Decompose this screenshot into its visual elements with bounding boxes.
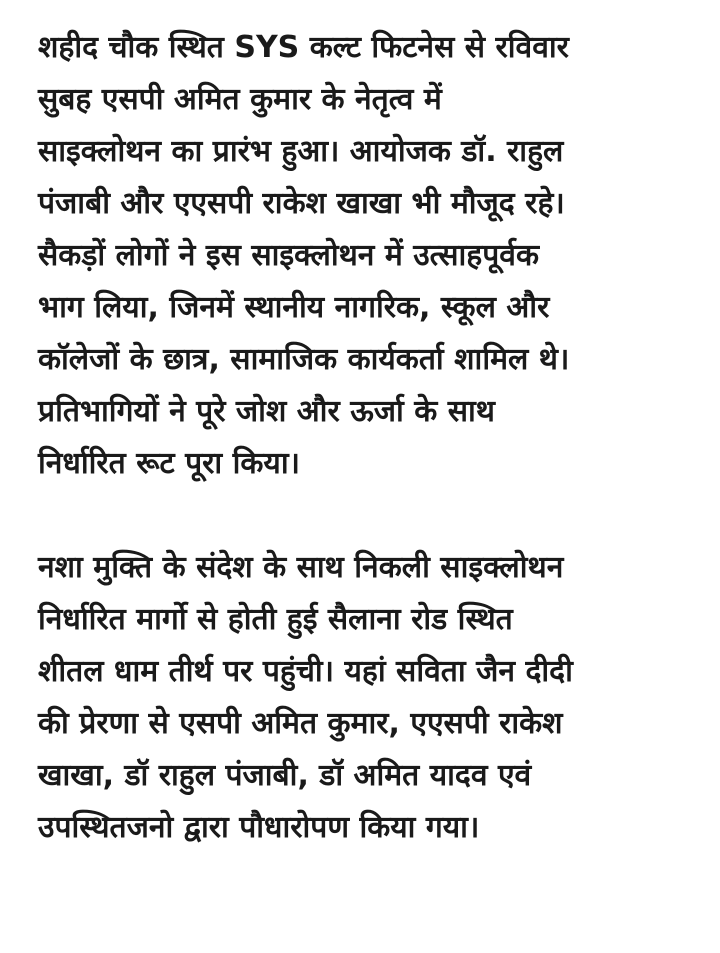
text-line: प्रतिभागियों ने पूरे जोश और ऊर्जा के साथ	[38, 394, 495, 429]
text-line: साइक्लोथन का प्रारंभ हुआ। आयोजक डॉ. राहुल	[38, 134, 564, 169]
paragraph-2	[38, 542, 690, 854]
text-line: कॉलेजों के छात्र, सामाजिक कार्यकर्ता शामिल थे।	[38, 342, 570, 377]
text-line: शीतल धाम तीर्थ पर पहुंची। यहां सविता जैन दीदी	[38, 654, 573, 689]
paragraph-spacer	[38, 490, 690, 542]
text-line: की प्रेरणा से एसपी अमित कुमार, एएसपी राकेश	[38, 706, 563, 741]
text-line: निर्धारित रूट पूरा किया।	[38, 446, 300, 481]
text-line: पंजाबी और एएसपी राकेश खाखा भी मौजूद रहे।	[38, 186, 565, 221]
text-line: भाग लिया, जिनमें स्थानीय नागरिक, स्कूल और	[38, 290, 550, 325]
text-line: निर्धारित मार्गो से होती हुई सैलाना रोड स्थित	[38, 602, 513, 637]
text-line: उपस्थितजनो द्वारा पौधारोपण किया गया।	[38, 810, 480, 845]
text-line: शहीद चौक स्थित SYS कल्ट फिटनेस से रविवार	[38, 30, 569, 65]
text-line: सैकड़ों लोगों ने इस साइक्लोथन में उत्साहपूर्वक	[38, 238, 539, 273]
paragraph-1	[38, 22, 690, 490]
text-line: सुबह एसपी अमित कुमार के नेतृत्व में	[38, 82, 442, 117]
text-line: नशा मुक्ति के संदेश के साथ निकली साइक्लोथन	[38, 550, 564, 585]
text-line: खाखा, डॉ राहुल पंजाबी, डॉ अमित यादव एवं	[38, 758, 532, 793]
